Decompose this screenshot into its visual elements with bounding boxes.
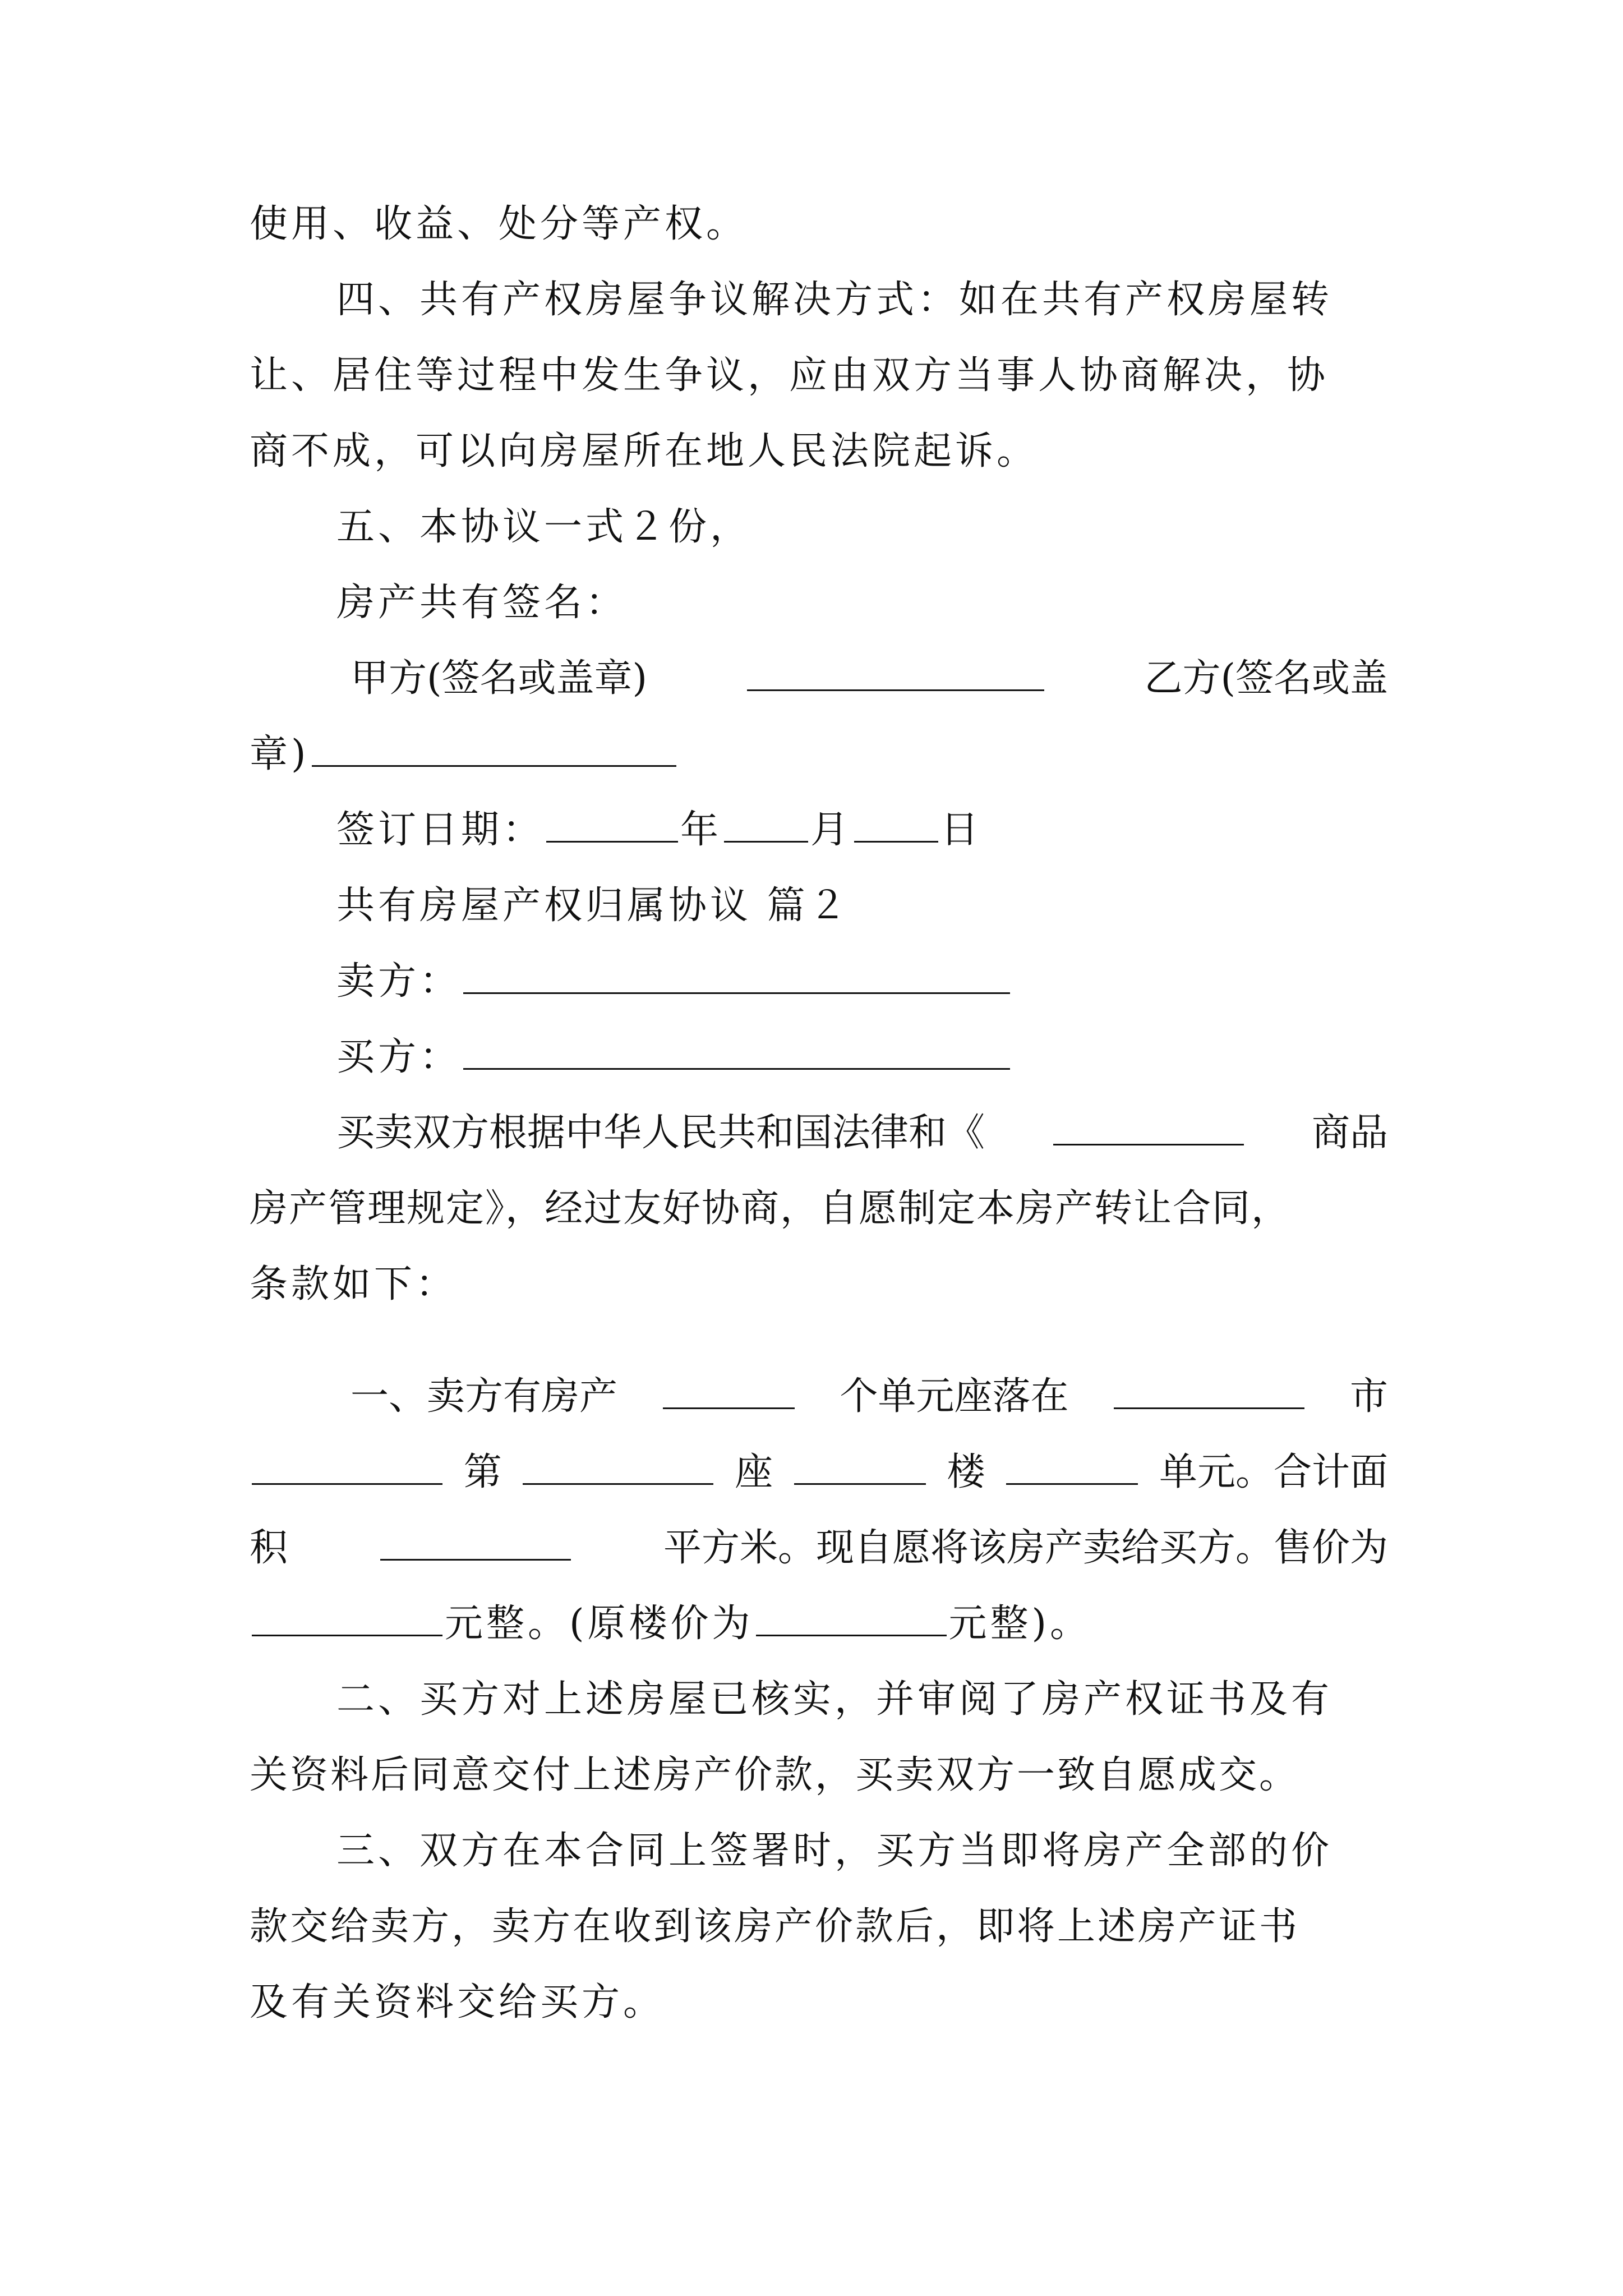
district-blank [252,1447,442,1485]
seller-line [336,956,1388,1007]
section-title: 共有房屋产权归属协议 篇２ [336,884,850,928]
party-b-label-cont: 章) [250,732,310,776]
paragraph-line [250,1599,1388,1649]
text-run: 第 [463,1450,502,1494]
day-label: 日 [940,808,983,852]
paragraph-line: 四、共有产权房屋争议解决方式：如在共有产权房屋转 [336,278,1333,322]
paragraph-line: 及有关资料交给买方。 [250,1980,665,2024]
units-blank [663,1372,795,1409]
paragraph-line: 房产管理规定》，经过友好协商，自愿制定本房产转让合同， [250,1186,1291,1231]
paragraph-line [336,1108,1388,1158]
paragraph-line [250,1447,1388,1498]
floor-blank [794,1447,926,1485]
month-blank [724,805,808,843]
paragraph-line: 让、居住等过程中发生争议，应由双方当事人协商解决，协 [250,353,1329,398]
party-b-signature-blank [312,729,676,767]
paragraph-line: 房产共有签名： [336,581,628,625]
paragraph-line: 二、买方对上述房屋已核实，并审阅了房产权证书及有 [336,1677,1333,1722]
year-label: 年 [680,808,722,852]
buyer-blank [463,1032,1010,1070]
paragraph-line [351,1372,1388,1422]
party-a-label: 甲方(签名或盖章) [351,656,648,701]
price-blank [252,1599,442,1636]
paragraph-line: 商不成，可以向房屋所在地人民法院起诉。 [250,429,1039,473]
day-blank [854,805,938,843]
date-label: 签订日期： [336,808,545,852]
text-run: 买卖双方根据中华人民共和国法律和《 [336,1111,985,1155]
seller-label: 卖方： [336,959,462,1004]
year-blank [546,805,678,843]
text-run: 积 [250,1526,288,1570]
block-blank [523,1447,713,1485]
paragraph-line: 款交给卖方，卖方在收到该房产价款后，即将上述房产证书 [250,1904,1300,1949]
text-run: 座 [735,1450,773,1494]
text-run: 商品 [1311,1111,1388,1155]
paragraph-line [250,1523,1388,1573]
buyer-line [336,1032,1388,1083]
paragraph-line: 五、本协议一式２份， [336,505,752,549]
text-run: 元整。(原楼价为 [445,1602,754,1646]
text-run: 一、卖方有房产 [351,1374,618,1419]
text-run: 平方米。现自愿将该房产卖给买方。售价为 [663,1526,1388,1570]
paragraph-line: 条款如下： [250,1262,458,1306]
paragraph-line: 使用、收益、处分等产权。 [250,202,748,246]
text-run: 单元。合计面 [1159,1450,1388,1494]
text-run: 楼 [947,1450,985,1494]
original-price-blank [756,1599,947,1636]
text-run: 元整)。 [948,1602,1092,1646]
signature-line [250,729,1388,780]
unit-blank [1006,1447,1138,1485]
city-blank [1053,1108,1244,1145]
paragraph-line: 关资料后同意交付上述房产价款，买卖双方一致自愿成交。 [250,1753,1300,1797]
text-run: 市 [1349,1374,1388,1419]
area-blank [380,1523,571,1561]
date-line [336,805,1388,855]
seller-blank [463,956,1010,994]
text-run: 个单元座落在 [840,1374,1069,1419]
paragraph-line: 三、双方在本合同上签署时，买方当即将房产全部的价 [336,1829,1333,1873]
party-a-signature-blank [747,654,1044,691]
location-city-blank [1114,1372,1304,1409]
party-b-label: 乙方(签名或盖 [1144,656,1388,701]
buyer-label: 买方： [336,1035,462,1079]
signature-line [351,654,1388,704]
month-label: 月 [810,808,852,852]
